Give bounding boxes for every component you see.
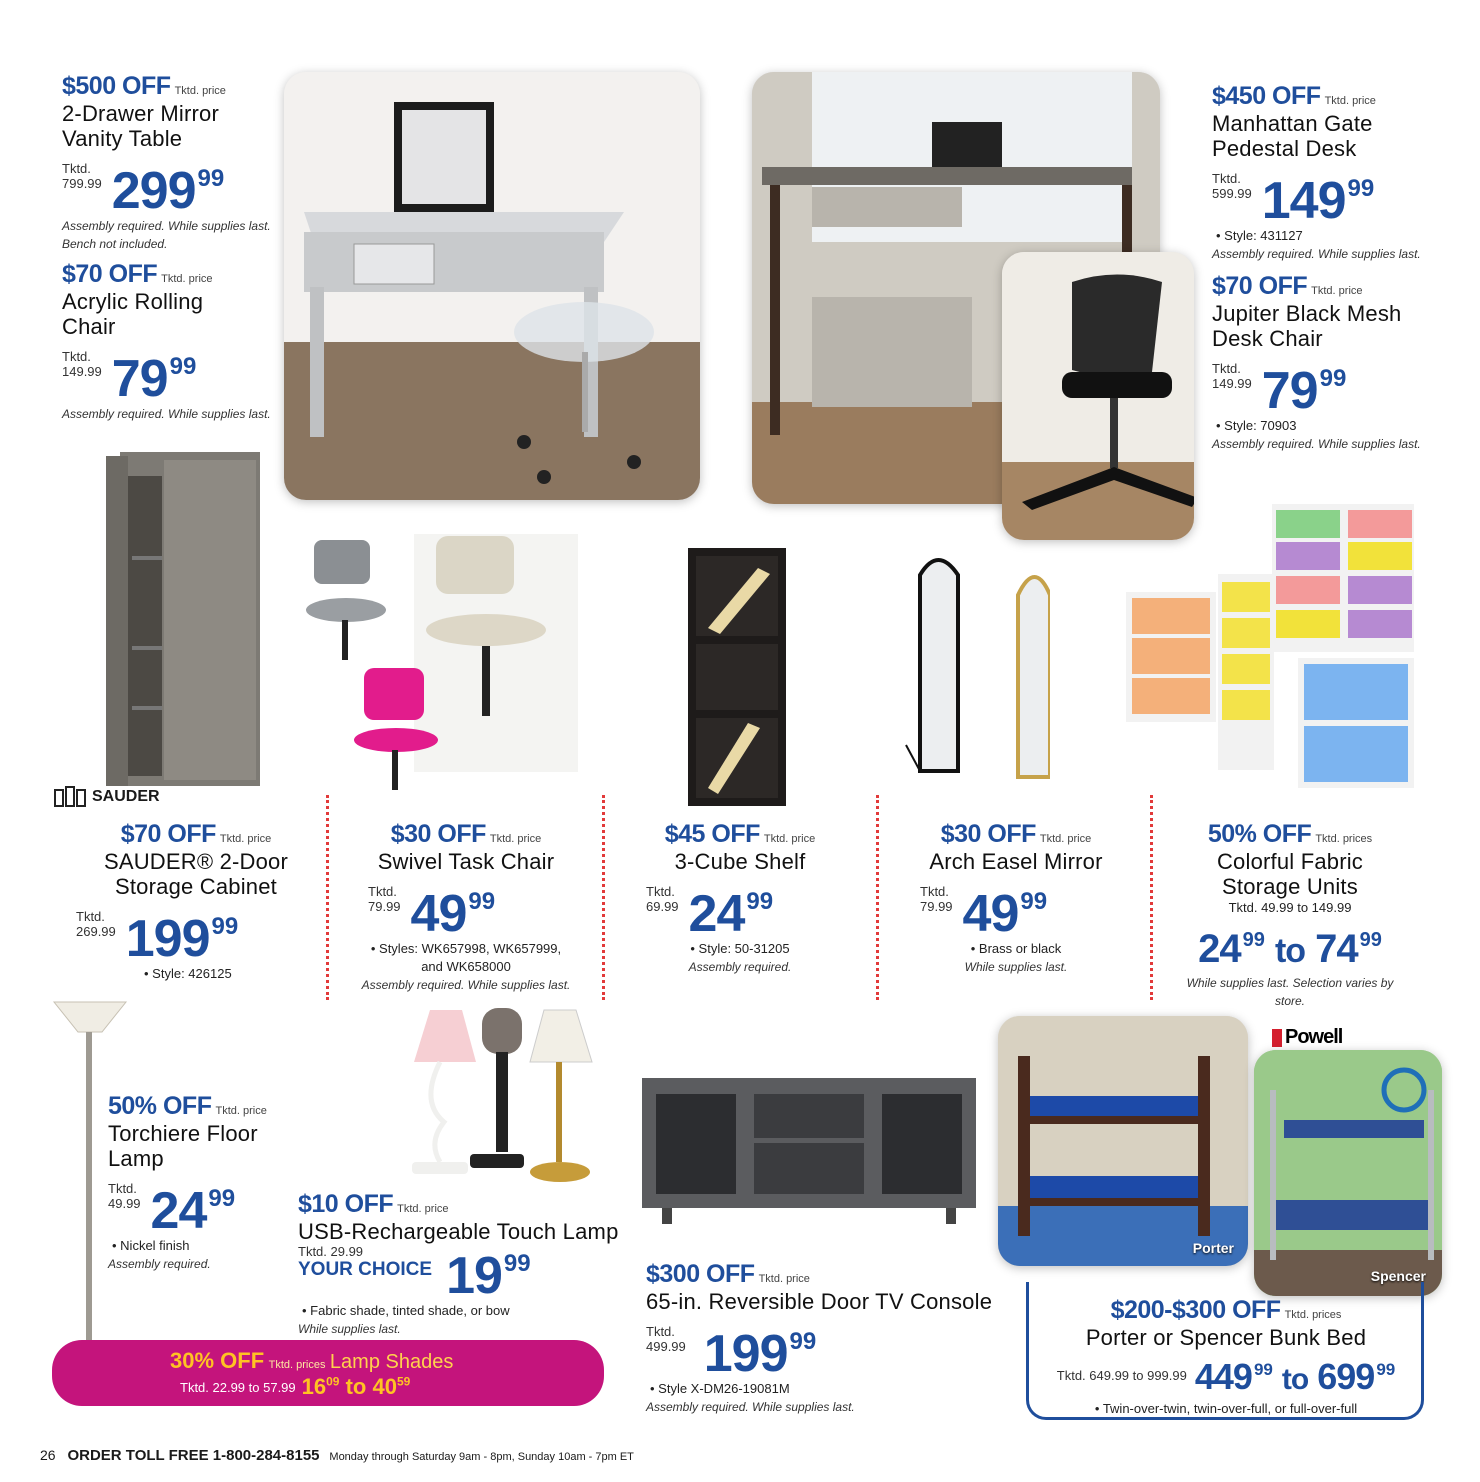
- shelf-style: • Style: 50-31205: [690, 941, 790, 956]
- acrylic-tktd-label: Tktd.: [62, 349, 91, 364]
- shelf-name: 3-Cube Shelf: [674, 849, 806, 874]
- page-number: 26: [40, 1447, 56, 1463]
- vanity-discount-note: Tktd. price: [174, 85, 226, 97]
- desk-name-line2: Pedestal Desk: [1212, 136, 1357, 161]
- acrylic-sale-price: $79^{99}$: [111, 350, 197, 408]
- mesh-chair-photo: [1002, 252, 1194, 540]
- fabric-sale-range: 24 $^{99}$ to 74 $^{99}$: [1198, 927, 1382, 971]
- fabric-note: While supplies last. Selection varies by store.: [1186, 976, 1394, 1008]
- promo-sale-range: $16^{09}$ to $40^{59}$: [301, 1374, 411, 1399]
- fabric-storage-image: [1126, 502, 1418, 798]
- desk-tktd-label: Tktd.: [1212, 171, 1241, 186]
- footer: [40, 1447, 634, 1464]
- fabric-offer: [1170, 820, 1410, 1010]
- tv-style: • Style X-DM26-19081M: [650, 1381, 790, 1396]
- swivel-discount: $30 OFF: [390, 820, 486, 848]
- jupiter-note: Assembly required. While supplies last.: [1212, 437, 1421, 451]
- divider-4: [1150, 795, 1153, 1000]
- porter-label: Porter: [1192, 1240, 1234, 1256]
- swivel-name: Swivel Task Chair: [377, 849, 555, 874]
- desk-offer: [1212, 82, 1421, 263]
- fabric-discount-note: Tktd. prices: [1315, 833, 1373, 845]
- order-hours: Monday through Saturday 9am - 8pm, Sunday 10am - 7pm ET: [329, 1451, 634, 1463]
- vanity-note1: Assembly required. While supplies last.: [62, 219, 271, 233]
- promo-discount-note: Tktd. prices: [268, 1359, 326, 1371]
- torchiere-finish: • Nickel finish: [112, 1238, 190, 1253]
- bunk-sale-range: 449 $^{99}$ to 699 $^{99}$: [1194, 1356, 1396, 1397]
- torchiere-offer: [108, 1092, 267, 1273]
- swivel-note: Assembly required. While supplies last.: [361, 978, 571, 992]
- acrylic-discount-note: Tktd. price: [161, 273, 213, 285]
- tv-console-offer: [646, 1260, 992, 1416]
- tv-was-price: 499.99: [646, 1339, 686, 1354]
- swivel-was-price: 79.99: [368, 899, 401, 914]
- jupiter-name-line1: Jupiter Black Mesh: [1212, 301, 1402, 326]
- lamp-your-choice: YOUR CHOICE: [298, 1259, 433, 1280]
- mirror-tktd-label: Tktd.: [920, 884, 949, 899]
- vanity-note2: Bench not included.: [62, 237, 168, 251]
- tv-sale-price: $199^{99}$: [703, 1325, 817, 1383]
- mirror-finish: • Brass or black: [970, 941, 1062, 956]
- divider-1: [326, 795, 329, 1000]
- swivel-discount-note: Tktd. price: [489, 833, 542, 845]
- promo-tktd-range: Tktd. 22.99 to 57.99: [180, 1379, 296, 1395]
- mirror-discount-note: Tktd. price: [1039, 833, 1092, 845]
- divider-2: [602, 795, 605, 1000]
- bunk-name: Porter or Spencer Bunk Bed: [1085, 1325, 1367, 1350]
- torchiere-name-line1: Torchiere Floor: [108, 1121, 258, 1146]
- bunk-offer: [1030, 1296, 1422, 1418]
- shelf-discount-note: Tktd. price: [763, 833, 816, 845]
- torchiere-discount-note: Tktd. price: [215, 1105, 267, 1117]
- tv-tktd-label: Tktd.: [646, 1324, 675, 1339]
- vanity-tktd-label: Tktd.: [62, 161, 91, 176]
- mirror-name: Arch Easel Mirror: [929, 849, 1103, 874]
- swivel-styles-line2: and WK658000: [421, 959, 511, 974]
- shelf-tktd-label: Tktd.: [646, 884, 675, 899]
- tv-note: Assembly required. While supplies last.: [646, 1400, 855, 1414]
- cabinet-image: [106, 446, 262, 788]
- touch-lamp-offer: [298, 1190, 619, 1338]
- lamp-note: While supplies last.: [298, 1322, 401, 1336]
- jupiter-sale-price: $79^{99}$: [1261, 362, 1347, 420]
- lamp-shades-promo: [52, 1340, 604, 1406]
- jupiter-was-price: 149.99: [1212, 376, 1252, 391]
- desk-style: • Style: 431127: [1216, 228, 1303, 243]
- order-phone[interactable]: ORDER TOLL FREE 1-800-284-8155: [67, 1447, 320, 1464]
- jupiter-tktd-label: Tktd.: [1212, 361, 1241, 376]
- jupiter-name-line2: Desk Chair: [1212, 326, 1323, 351]
- desk-name-line1: Manhattan Gate: [1212, 111, 1373, 136]
- acrylic-chair-offer: [62, 260, 271, 423]
- cabinet-name-line1: SAUDER® 2-Door: [103, 849, 289, 874]
- vanity-offer: [62, 72, 271, 253]
- jupiter-discount-note: Tktd. price: [1311, 285, 1363, 297]
- acrylic-name-line2: Chair: [62, 314, 116, 339]
- swivel-offer: [356, 820, 576, 994]
- porter-bunk-photo: [998, 1016, 1248, 1266]
- bunk-configurations: • Twin-over-twin, twin-over-full, or full-over-full: [1094, 1401, 1358, 1416]
- shelf-note: Assembly required.: [688, 960, 792, 974]
- vanity-was-price: 799.99: [62, 176, 102, 191]
- cabinet-style: • Style: 426125: [144, 966, 232, 981]
- spencer-bunk-photo: [1254, 1050, 1442, 1296]
- lamp-sale-price: $19^{99}$: [446, 1247, 531, 1305]
- divider-3: [876, 795, 879, 1000]
- torchiere-discount: 50% OFF: [108, 1092, 212, 1120]
- bunk-discount-note: Tktd. prices: [1284, 1309, 1342, 1321]
- cabinet-name-line2: Storage Cabinet: [115, 874, 277, 899]
- promo-label: Lamp Shades: [329, 1351, 454, 1373]
- fabric-name-line1: Colorful Fabric: [1216, 849, 1364, 874]
- cabinet-offer: [76, 820, 316, 983]
- tv-name: 65-in. Reversible Door TV Console: [646, 1289, 993, 1314]
- desk-discount-note: Tktd. price: [1324, 95, 1376, 107]
- torchiere-tktd-label: Tktd.: [108, 1181, 137, 1196]
- touch-lamp-image: [400, 1002, 596, 1188]
- vanity-name-line1: 2-Drawer Mirror: [62, 101, 219, 126]
- promo-discount: 30% OFF: [170, 1348, 265, 1373]
- mirror-offer: [916, 820, 1116, 976]
- cabinet-discount: $70 OFF: [120, 820, 216, 848]
- desk-discount: $450 OFF: [1212, 82, 1321, 110]
- vanity-name-line2: Vanity Table: [62, 126, 183, 151]
- cabinet-sale-price: $199^{99}$: [125, 910, 239, 968]
- desk-note: Assembly required. While supplies last.: [1212, 247, 1421, 261]
- cube-shelf-image: [688, 548, 786, 808]
- mirror-sale-price: $49^{99}$: [962, 885, 1048, 943]
- lamp-discount-note: Tktd. price: [397, 1203, 449, 1215]
- mirror-was-price: 79.99: [920, 899, 953, 914]
- sauder-logo: [54, 786, 160, 808]
- cabinet-was-price: 269.99: [76, 924, 116, 939]
- shelf-offer: [640, 820, 840, 976]
- jupiter-style: • Style: 70903: [1216, 418, 1297, 433]
- vanity-photo: [284, 72, 700, 500]
- vanity-sale-price: $299^{99}$: [111, 162, 225, 220]
- swivel-sale-price: $49^{99}$: [410, 885, 496, 943]
- tv-discount-note: Tktd. price: [758, 1273, 810, 1285]
- torchiere-name-line2: Lamp: [108, 1146, 164, 1171]
- torchiere-sale-price: $24^{99}$: [150, 1182, 236, 1240]
- powell-logo-mark: [1272, 1029, 1282, 1047]
- mirror-discount: $30 OFF: [940, 820, 1036, 848]
- mirror-note: While supplies last.: [964, 960, 1068, 974]
- jupiter-discount: $70 OFF: [1212, 272, 1308, 300]
- fabric-name-line2: Storage Units: [1222, 874, 1358, 899]
- acrylic-was-price: 149.99: [62, 364, 102, 379]
- desk-was-price: 599.99: [1212, 186, 1252, 201]
- lamp-discount: $10 OFF: [298, 1190, 394, 1218]
- swivel-chairs-image: [306, 530, 578, 806]
- desk-sale-price: $149^{99}$: [1261, 172, 1375, 230]
- sauder-brand-text: SAUDER: [92, 788, 160, 805]
- acrylic-name-line1: Acrylic Rolling: [62, 289, 204, 314]
- torchiere-was-price: 49.99: [108, 1196, 141, 1211]
- torchiere-note: Assembly required.: [108, 1257, 211, 1271]
- swivel-tktd-label: Tktd.: [368, 884, 397, 899]
- shelf-sale-price: $24^{99}$: [688, 885, 774, 943]
- lamp-name: USB-Rechargeable Touch Lamp: [298, 1219, 619, 1244]
- powell-logo: [1272, 1026, 1342, 1049]
- lamp-was-price: Tktd. 29.99: [298, 1244, 364, 1259]
- vanity-discount: $500 OFF: [62, 72, 171, 100]
- cabinet-tktd-label: Tktd.: [76, 909, 105, 924]
- tv-console-image: [642, 1078, 976, 1228]
- lamp-options: • Fabric shade, tinted shade, or bow: [302, 1303, 510, 1318]
- fabric-tktd-range: Tktd. 49.99 to 149.99: [1228, 900, 1352, 915]
- bunk-discount: $200-$300 OFF: [1110, 1296, 1281, 1324]
- shelf-discount: $45 OFF: [664, 820, 760, 848]
- cabinet-discount-note: Tktd. price: [219, 833, 272, 845]
- spencer-label: Spencer: [1370, 1268, 1426, 1284]
- mirror-image: [900, 545, 1050, 781]
- jupiter-chair-offer: [1212, 272, 1421, 453]
- tv-discount: $300 OFF: [646, 1260, 755, 1288]
- bunk-tktd-range: Tktd. 649.99 to 999.99: [1056, 1367, 1187, 1383]
- fabric-discount: 50% OFF: [1207, 820, 1312, 848]
- swivel-styles-line1: • Styles: WK657998, WK657999,: [370, 941, 562, 956]
- acrylic-note: Assembly required. While supplies last.: [62, 407, 271, 421]
- shelf-was-price: 69.99: [646, 899, 679, 914]
- powell-brand-text: Powell: [1285, 1026, 1343, 1048]
- acrylic-discount: $70 OFF: [62, 260, 158, 288]
